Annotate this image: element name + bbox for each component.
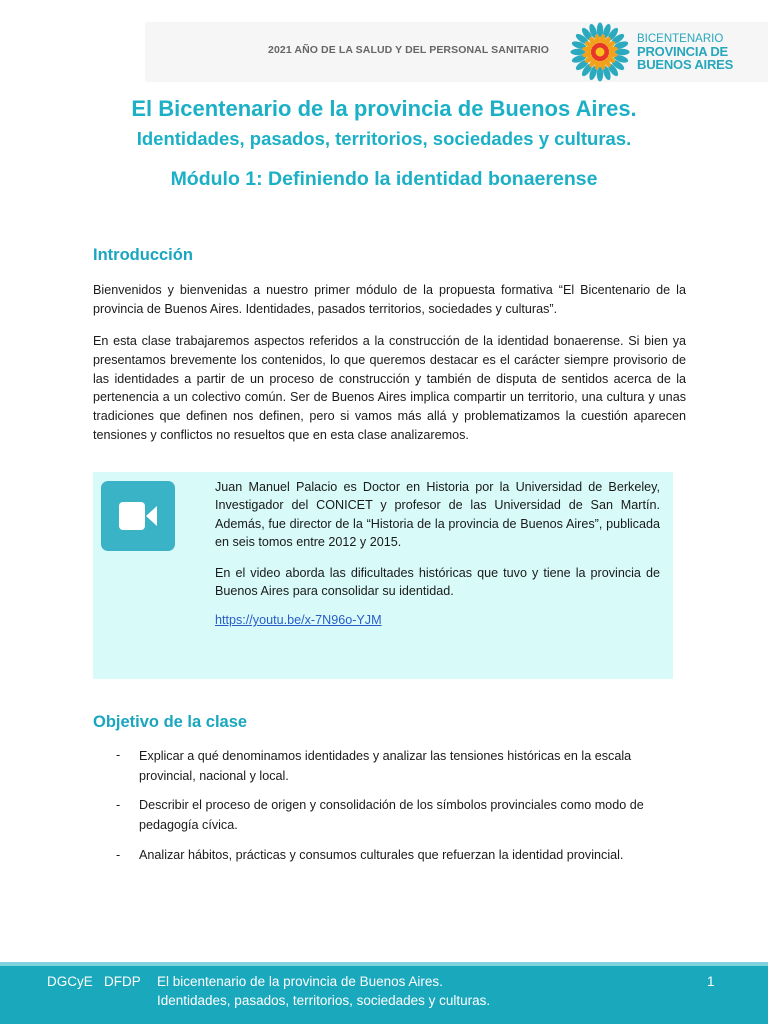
introduction-heading: Introducción [93,246,193,264]
bullet-marker: - [116,848,121,862]
page-number: 1 [707,974,715,989]
video-button[interactable] [101,481,175,551]
bullet-marker: - [116,748,121,762]
logo-wordmark [637,33,762,71]
video-description: En el video aborda las dificultades históricas que tuvo y tiene la provincia de Buenos Aires para consolidar su identidad. [215,566,660,599]
year-motto: 2021 AÑO DE LA SALUD Y DEL PERSONAL SANITARIO [268,44,550,56]
logo-line-1: BICENTENARIO [637,33,724,45]
intro-paragraph-2: En esta clase trabajaremos aspectos referidos a la construcción de la identidad bonaerense. Si bien ya presentamos brevemente los contenidos, lo que queremos destacar es el carácter siempre provisorio de las identidades a partir de un proceso de construcción y también de disputa de sentidos acerca de la pertenencia a un colectivo común. Ser de Buenos Aires implica compartir un territorio, una cultura y unas tradiciones que definen nos definen, pero si vamos más allá y problematizamos la cuestión aparecen tensiones y conflictos no resueltos que en esta clase analizaremos. [93,334,686,442]
objective-item: Explicar a qué denominamos identidades y analizar las tensiones históricas en la escala provincial, nacional y local. [139,749,632,783]
document-title: El Bicentenario de la provincia de Buenos Aires. [131,96,637,121]
logo-line-3: BUENOS AIRES [637,57,734,72]
objective-item: Analizar hábitos, prácticas y consumos culturales que refuerzan la identidad provincial. [139,848,624,862]
video-link[interactable]: https://youtu.be/x-7N96o-YJM [215,613,382,627]
intro-paragraph-1: Bienvenidos y bienvenidas a nuestro primer módulo de la propuesta formativa “El Bicentenario de la provincia de Buenos Aires. Identidades, pasados territorios, sociedades y culturas”. [93,283,686,316]
footer-organization: DGCyE DFDP [47,974,141,989]
speaker-bio: Juan Manuel Palacio es Doctor en Historia por la Universidad de Berkeley, Investigador del CONICET y profesor de las Universidad de San Martín. Además, fue director de la “Historia de la provincia de Buenos Aires”, publicada en seis tomos entre 2012 y 2015. [215,480,660,550]
objective-item: Describir el proceso de origen y consolidación de los símbolos provinciales como modo de pedagogía cívica. [139,798,644,832]
module-title: Módulo 1: Definiendo la identidad bonaerense [170,168,598,190]
sun-flower-logo-icon [569,21,631,83]
objectives-heading: Objetivo de la clase [93,713,248,731]
footer-title-line-1: El bicentenario de la provincia de Buenos Aires. [157,974,443,989]
video-camera-icon [118,501,158,531]
logo-line-2: PROVINCIA DE [637,44,729,59]
footer-title-line-2: Identidades, pasados, territorios, sociedades y culturas. [157,993,491,1008]
document-subtitle: Identidades, pasados, territorios, sociedades y culturas. [136,128,632,149]
bullet-marker: - [116,798,121,812]
